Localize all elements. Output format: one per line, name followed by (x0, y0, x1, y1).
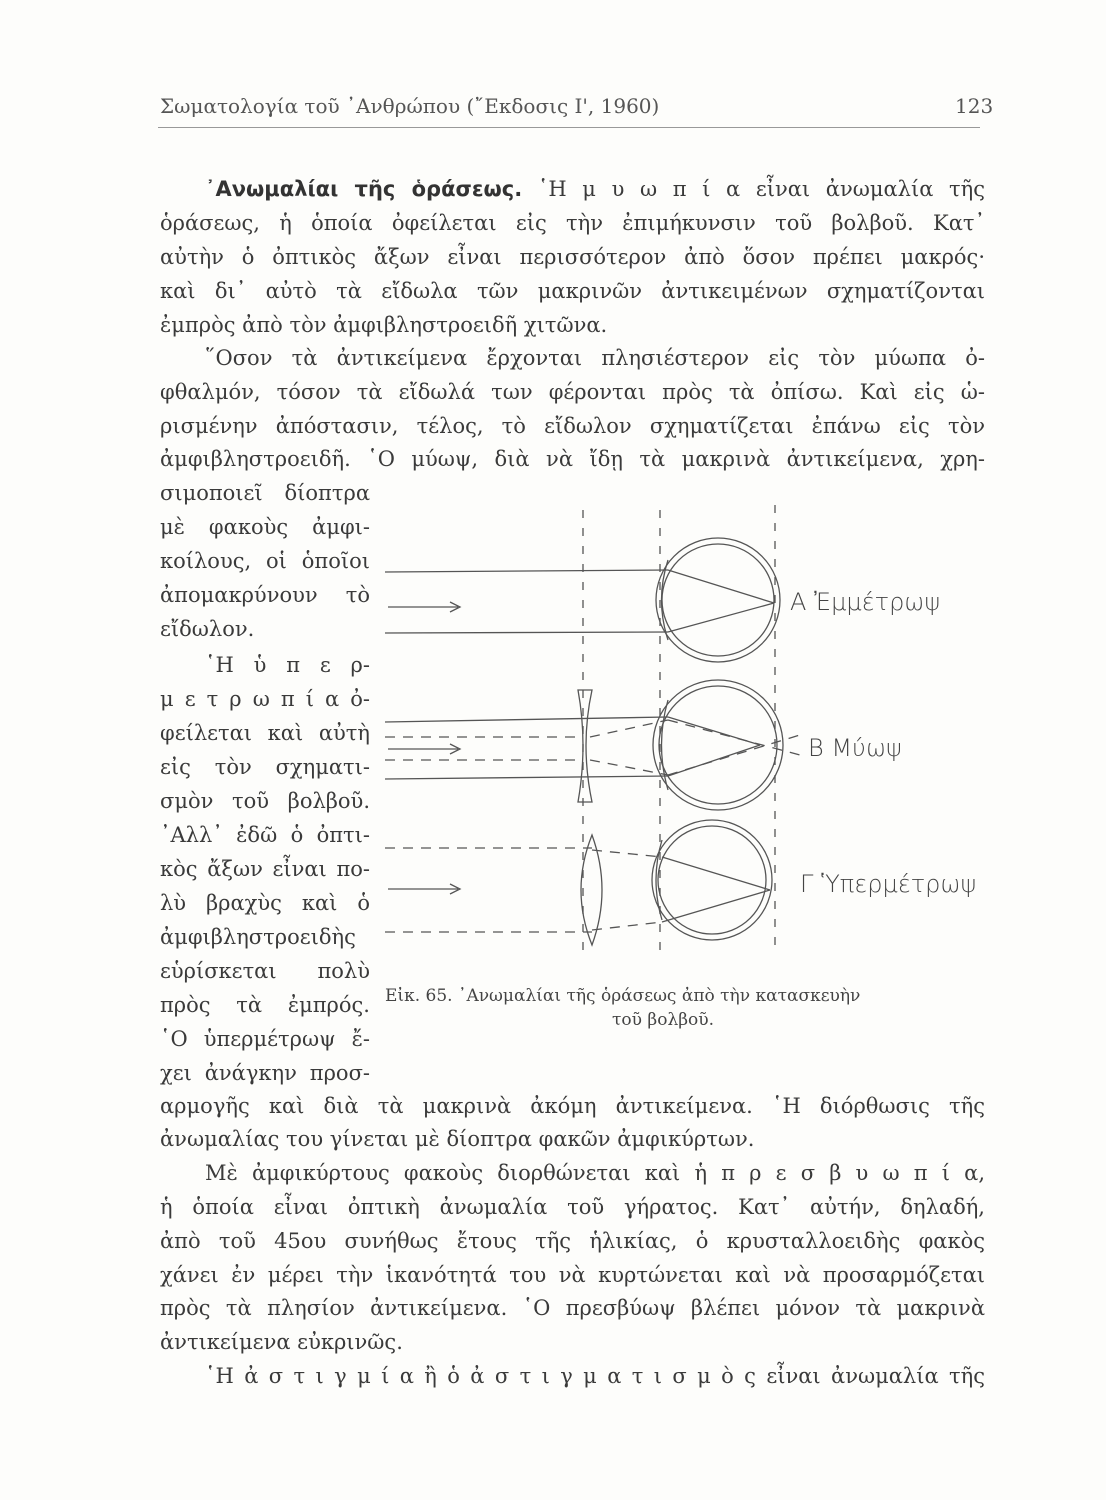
label-emmetropic: Α Ἐμμέτρωψ (790, 588, 941, 616)
body-line: λὺ βραχὺς καὶ ὁ (160, 891, 370, 915)
body-line: ῾Η ἀ σ τ ι γ μ ί α ἢ ὁ ἀ σ τ ι γ μ α τ ι σ μ ὸ ς εἶναι ἀνωμαλία τῆς (205, 1364, 985, 1388)
myopic-eye-diagram (385, 680, 800, 810)
body-line: ἐμπρὸς ἀπὸ τὸν ἀμφιβληστροειδῆ χιτῶνα. (160, 313, 608, 337)
body-line: μ ε τ ρ ω π ί α ὀ- (160, 687, 370, 711)
body-line: κὸς ἄξων εἶναι πο- (160, 857, 370, 881)
body-line: αὐτὴν ὁ ὀπτικὸς ἄξων εἶναι περισσότερον ἀπὸ ὅσον πρέπει μακρός· (160, 245, 985, 269)
body-line: αρμογῆς καὶ διὰ τὰ μακρινὰ ἀκόμη ἀντικείμενα. ῾Η διόρθωσις τῆς (160, 1094, 985, 1118)
body-line: ῾Ο ὑπερμέτρωψ ἔ- (160, 1027, 370, 1051)
body-line: εὑρίσκεται πολὺ (160, 959, 370, 983)
body-line: ὁράσεως, ἡ ὁποία ὀφείλεται εἰς τὴν ἐπιμήκυνσιν τοῦ βολβοῦ. Κατ᾿ (160, 211, 985, 235)
body-line: πρὸς τὰ πλησίον ἀντικείμενα. ῾Ο πρεσβύωψ βλέπει μόνον τὰ μακρινὰ (160, 1296, 985, 1320)
body-line: πρὸς τὰ ἐμπρός. (160, 993, 370, 1017)
body-line: ῞Οσον τὰ ἀντικείμενα ἔρχονται πλησιέστερον εἰς τὸν μύωπα ὀ- (205, 346, 985, 370)
body-line: εἴδωλον. (160, 617, 255, 641)
body-line: σιμοποιεῖ δίοπτρα (160, 481, 370, 505)
body-line: ἀπομακρύνουν τὸ (160, 583, 370, 607)
figure-caption: Εἰκ. 65. ᾿Ανωμαλίαι τῆς ὁράσεως ἀπὸ τὴν κατασκευὴν (385, 986, 861, 1006)
body-line: σμὸν τοῦ βολβοῦ. (160, 789, 370, 813)
body-line: ἀνωμαλίας του γίνεται μὲ δίοπτρα φακῶν ἀμφικύρτων. (160, 1127, 755, 1151)
body-line: καὶ δι᾿ αὐτὸ τὰ εἴδωλα τῶν μακρινῶν ἀντικειμένων σχηματίζονται (160, 279, 985, 303)
page-number: 123 (955, 94, 994, 118)
body-line: φείλεται καὶ αὐτὴ (160, 721, 370, 745)
body-line: ἡ ὁποία εἶναι ὀπτικὴ ἀνωμαλία τοῦ γήρατος. Κατ᾿ αὐτήν, δηλαδή, (160, 1195, 985, 1219)
running-title: Σωματολογία τοῦ ᾿Ανθρώπου (῎Εκδοσις Ι', 1960) (160, 94, 660, 118)
body-line: ἀμφιβληστροειδὴς (160, 925, 356, 949)
body-line: χει ἀνάγκην προσ- (160, 1061, 370, 1085)
body-line: Μὲ ἀμφικύρτους φακοὺς διορθώνεται καὶ ἡ π ρ ε σ β υ ω π ί α, (205, 1161, 985, 1185)
section-heading: ᾿Ανωμαλίαι τῆς ὁράσεως. (205, 177, 523, 201)
body-line: χάνει ἐν μέρει τὴν ἱκανότητά του νὰ κυρτώνεται καὶ νὰ προσαρμόζεται (160, 1263, 985, 1287)
body-line: ᾿Αλλ᾿ ἐδῶ ὁ ὀπτι- (160, 823, 370, 847)
guide-lines (583, 505, 775, 955)
body-line: ρισμένην ἀπόστασιν, τέλος, τὸ εἴδωλον σχηματίζεται ἐπάνω εἰς τὸν (160, 414, 985, 438)
body-line: ἀπὸ τοῦ 45ου συνήθως ἔτους τῆς ἡλικίας, ὁ κρυσταλλοειδὴς φακὸς (160, 1229, 985, 1253)
hyperopic-eye-diagram (385, 820, 772, 945)
label-hyperopic: Γ Ὑπερμέτρωψ (800, 870, 977, 898)
text: ῾Η μ υ ω π ί α εἶναι ἀνωμαλία τῆς (537, 177, 985, 201)
body-line: ῾Η ὑ π ε ρ- (205, 653, 370, 677)
body-line: μὲ φακοὺς ἀμφι- (160, 515, 370, 539)
body-line: ἀντικείμενα εὐκρινῶς. (160, 1330, 403, 1354)
figure-caption-continued: τοῦ βολβοῦ. (612, 1010, 715, 1030)
body-line: εἰς τὸν σχηματι- (160, 755, 370, 779)
label-myopic: Β Μύωψ (808, 734, 902, 762)
body-line: ἀμφιβληστροειδῆ. ῾Ο μύωψ, διὰ νὰ ἴδῃ τὰ μακρινὰ ἀντικείμενα, χρη- (160, 447, 985, 471)
body-line: φθαλμόν, τόσον τὰ εἴδωλά των φέρονται πρὸς τὰ ὀπίσω. Καὶ εἰς ὡ- (160, 380, 985, 404)
body-line: κοίλους, οἱ ὁποῖοι (160, 549, 370, 573)
